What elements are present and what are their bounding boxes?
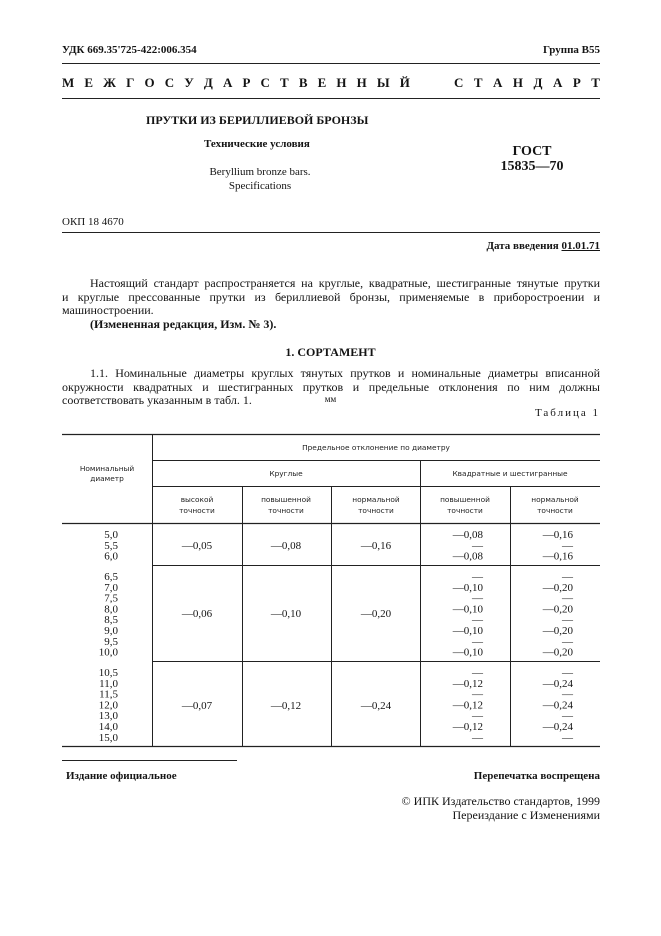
banner-letter: М bbox=[62, 75, 75, 90]
square-increased-cell: — bbox=[472, 667, 483, 679]
square-normal-cell: —0,24 bbox=[542, 721, 573, 733]
banner-letter: Е bbox=[317, 75, 327, 90]
square-normal-cell: — bbox=[562, 592, 573, 605]
header-square-hex: Квадратные и шестигранные bbox=[452, 469, 568, 478]
reprint-note: Перепечатка воспрещена bbox=[473, 770, 600, 782]
header-sq-normal-1: нормальной bbox=[531, 495, 579, 504]
square-normal-cell: — bbox=[562, 731, 573, 744]
diameter-cell: 10,0 bbox=[98, 646, 118, 659]
header-limit: Предельное отклонение по диаметру bbox=[302, 443, 450, 452]
square-normal-cell: —0,20 bbox=[542, 603, 573, 616]
square-increased-cell: — bbox=[472, 731, 483, 744]
round-high-cell: —0,07 bbox=[181, 700, 213, 712]
square-increased-cell: — bbox=[472, 688, 483, 701]
intro-date-label: Дата введения bbox=[486, 240, 559, 252]
table-unit: мм bbox=[324, 394, 337, 404]
banner-letter: Р bbox=[572, 75, 581, 90]
square-increased-cell: — bbox=[472, 635, 483, 648]
diameter-cell: 11,0 bbox=[99, 677, 118, 690]
document-subtitle: Технические условия bbox=[204, 138, 310, 150]
square-increased-cell: — bbox=[472, 571, 483, 583]
banner-letter: Й bbox=[399, 75, 410, 90]
square-normal-cell: — bbox=[562, 710, 573, 723]
square-normal-cell: —0,20 bbox=[542, 646, 573, 659]
square-increased-cell: — bbox=[472, 710, 483, 723]
banner-letter: Т bbox=[473, 75, 483, 90]
header-nominal-1: Номинальный bbox=[79, 464, 135, 473]
banner-letter: А bbox=[493, 75, 503, 90]
para2-line-3: соответствовать указанным в табл. 1. bbox=[62, 393, 252, 407]
diameter-cell: 6,0 bbox=[104, 550, 118, 563]
banner-letter: Н bbox=[512, 75, 524, 90]
header-high-2: точности bbox=[179, 506, 215, 515]
square-normal-cell: — bbox=[562, 571, 573, 583]
reissue-note: Переиздание с Изменениями bbox=[452, 808, 600, 822]
diameter-cell: 12,0 bbox=[98, 699, 118, 712]
para1-line-2: и круглые прессованные прутки из бериллиевой бронзы, применяемые в приборостроении и bbox=[62, 289, 600, 304]
square-increased-cell: —0,10 bbox=[452, 581, 483, 594]
gost-code: 15835—70 bbox=[500, 159, 564, 174]
square-increased-cell: —0,12 bbox=[452, 721, 483, 733]
table-header bbox=[80, 443, 579, 515]
header-nominal-2: диаметр bbox=[90, 474, 124, 483]
banner-letter: С bbox=[164, 75, 175, 90]
square-normal-cell: —0,16 bbox=[542, 550, 573, 563]
banner-letter: Д bbox=[533, 75, 543, 90]
square-increased-cell: —0,08 bbox=[452, 550, 483, 563]
header-increased-1: повышенной bbox=[261, 495, 311, 504]
copyright: © ИПК Издательство стандартов, 1999 bbox=[401, 794, 600, 808]
header-sq-increased-1: повышенной bbox=[440, 495, 490, 504]
para2-line-1: 1.1. Номинальные диаметры круглых тянутых прутков и номинальные диаметры вписанной bbox=[90, 366, 600, 380]
intro-date-value: 01.01.71 bbox=[561, 240, 600, 252]
square-normal-cell: — bbox=[562, 539, 573, 552]
udk-code: УДК 669.35'725-422:006.354 bbox=[62, 44, 197, 56]
para1-line-3: машиностроении. bbox=[62, 303, 154, 317]
diameter-cell: 7,0 bbox=[104, 581, 118, 594]
amendment-note: (Измененная редакция, Изм. № 3). bbox=[90, 316, 277, 331]
banner-letter: Е bbox=[84, 75, 94, 90]
diameter-cell: 8,5 bbox=[104, 614, 118, 627]
banner-letter: Г bbox=[126, 75, 135, 90]
banner-letter: Ж bbox=[103, 75, 117, 90]
square-increased-cell: — bbox=[472, 592, 483, 605]
diameter-cell: 5,5 bbox=[104, 539, 118, 552]
header-round: Круглые bbox=[269, 469, 303, 478]
diameter-cell: 8,0 bbox=[104, 603, 118, 616]
document-title: ПРУТКИ ИЗ БЕРИЛЛИЕВОЙ БРОНЗЫ bbox=[146, 113, 369, 127]
banner-letter: У bbox=[184, 75, 194, 90]
diameter-cell: 7,5 bbox=[104, 592, 118, 605]
banner-letter: А bbox=[222, 75, 233, 90]
round-increased-cell: —0,08 bbox=[270, 540, 302, 552]
banner-letter: О bbox=[144, 75, 155, 90]
round-increased-cell: —0,10 bbox=[270, 608, 302, 620]
square-normal-cell: — bbox=[562, 614, 573, 627]
banner-letter: Н bbox=[356, 75, 367, 90]
table-grid bbox=[62, 434, 600, 747]
square-normal-cell: — bbox=[562, 667, 573, 679]
diameter-cell: 9,0 bbox=[104, 625, 118, 637]
square-normal-cell: — bbox=[562, 635, 573, 648]
round-increased-cell: —0,12 bbox=[270, 700, 302, 712]
banner-letter: А bbox=[552, 75, 563, 90]
english-title-line-2: Specifications bbox=[228, 180, 292, 192]
round-normal-cell: —0,24 bbox=[360, 700, 392, 712]
table-label: Таблица 1 bbox=[534, 407, 600, 419]
banner-letter: Н bbox=[336, 75, 347, 90]
square-increased-cell: — bbox=[472, 614, 483, 627]
banner-letter: В bbox=[298, 75, 308, 90]
banner-letter: Р bbox=[242, 75, 251, 90]
round-high-cell: —0,05 bbox=[181, 540, 213, 552]
banner-letter: Т bbox=[280, 75, 289, 90]
okp-code: ОКП 18 4670 bbox=[62, 216, 124, 228]
square-normal-cell: —0,20 bbox=[542, 581, 573, 594]
square-increased-cell: —0,10 bbox=[452, 625, 483, 637]
round-normal-cell: —0,20 bbox=[360, 608, 392, 620]
footer-rule bbox=[62, 760, 237, 761]
header-normal-1: нормальной bbox=[352, 495, 400, 504]
diameter-cell: 5,0 bbox=[104, 529, 118, 541]
diameter-cell: 10,5 bbox=[98, 667, 118, 679]
banner-letter: Д bbox=[203, 75, 213, 90]
square-increased-cell: —0,10 bbox=[452, 646, 483, 659]
round-normal-cell: —0,16 bbox=[360, 540, 392, 552]
header-increased-2: точности bbox=[268, 506, 304, 515]
diameter-cell: 14,0 bbox=[98, 721, 118, 733]
para1-line-1: Настоящий стандарт распространяется на круглые, квадратные, шестигранные тянутые прутки bbox=[90, 276, 600, 290]
table-body bbox=[99, 529, 574, 744]
diameter-cell: 11,5 bbox=[99, 688, 118, 701]
diameter-cell: 13,0 bbox=[98, 710, 118, 723]
header-high-1: высокой bbox=[180, 495, 214, 504]
round-high-cell: —0,06 bbox=[181, 608, 213, 620]
header-sq-increased-2: точности bbox=[447, 506, 483, 515]
banner-letter: С bbox=[260, 75, 270, 90]
square-normal-cell: —0,16 bbox=[542, 529, 573, 541]
diameter-cell: 15,0 bbox=[98, 731, 118, 744]
group-code: Группа В55 bbox=[542, 44, 600, 56]
header-sq-normal-2: точности bbox=[537, 506, 573, 515]
banner-letter: Т bbox=[591, 75, 600, 90]
square-normal-cell: — bbox=[562, 688, 573, 701]
diameter-cell: 6,5 bbox=[104, 571, 118, 583]
english-title-line-1: Beryllium bronze bars. bbox=[209, 166, 311, 178]
section-title: 1. СОРТАМЕНТ bbox=[285, 345, 376, 359]
square-increased-cell: —0,12 bbox=[452, 677, 483, 690]
official-edition: Издание официальное bbox=[66, 770, 177, 782]
square-increased-cell: —0,12 bbox=[452, 699, 483, 712]
banner-letter: Ы bbox=[376, 75, 390, 90]
square-normal-cell: —0,24 bbox=[542, 699, 573, 712]
banner-letter: С bbox=[454, 75, 464, 90]
square-increased-cell: — bbox=[472, 539, 483, 552]
square-normal-cell: —0,24 bbox=[542, 677, 573, 690]
diameter-cell: 9,5 bbox=[104, 635, 118, 648]
square-increased-cell: —0,08 bbox=[452, 529, 483, 541]
header-normal-2: точности bbox=[358, 506, 394, 515]
square-increased-cell: —0,10 bbox=[452, 603, 483, 616]
para2-line-2: окружности квадратных и шестигранных прутков и предельные отклонения по ним должны bbox=[62, 379, 600, 394]
gost-label: ГОСТ bbox=[512, 144, 552, 159]
square-normal-cell: —0,20 bbox=[542, 625, 573, 637]
